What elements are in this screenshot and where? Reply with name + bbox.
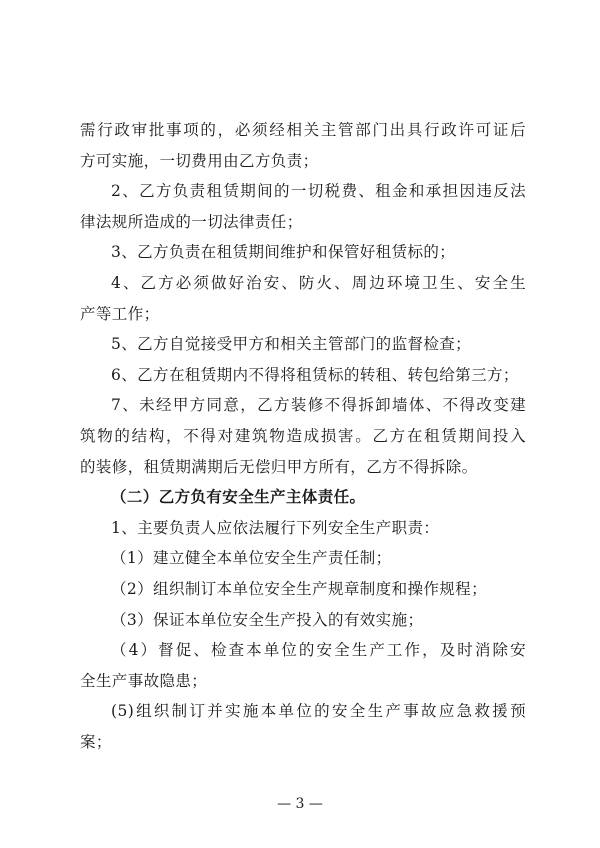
text-line: 的装修，租赁期满期后无偿归甲方所有，乙方不得拆除。 bbox=[80, 457, 478, 476]
text-line: （3）保证本单位安全生产投入的有效实施； bbox=[111, 610, 424, 629]
text-line: 7、未经甲方同意，乙方装修不得拆卸墙体、不得改变建 bbox=[111, 396, 526, 415]
text-line: 筑物的结构，不得对建筑物造成损害。乙方在租赁期间投入 bbox=[80, 426, 526, 445]
text-line: 案； bbox=[80, 732, 112, 751]
document-body bbox=[80, 115, 526, 757]
text-line: 1、主要负责人应依法履行下列安全生产职责： bbox=[111, 518, 440, 537]
text-line: 需行政审批事项的，必须经相关主管部门出具行政许可证后 bbox=[80, 121, 526, 139]
text-line: 6、乙方在租赁期内不得将租赁标的转租、转包给第三方； bbox=[111, 365, 519, 384]
text-line: 3、乙方负责在租赁期间维护和保管好租赁标的； bbox=[111, 243, 456, 262]
text-line: 4、乙方必须做好治安、防火、周边环境卫生、安全生 bbox=[111, 273, 526, 292]
text-line: 律法规所造成的一切法律责任； bbox=[80, 212, 303, 231]
text-line: 方可实施，一切费用由乙方负责； bbox=[80, 151, 319, 170]
text-line: （1）建立健全本单位安全生产责任制； bbox=[111, 549, 392, 568]
text-line: （2）组织制订本单位安全生产规章制度和操作规程； bbox=[111, 579, 487, 598]
text-line: (5)组织制订并实施本单位的安全生产事故应急救援预 bbox=[111, 702, 526, 721]
text-line: 2、乙方负责租赁期间的一切税费、租金和承担因违反法 bbox=[111, 182, 526, 201]
section-heading: （二）乙方负有安全生产主体责任。 bbox=[111, 487, 366, 507]
text-line: 5、乙方自觉接受甲方和相关主管部门的监督检查； bbox=[111, 335, 472, 354]
page-number: — 3 — bbox=[277, 796, 323, 812]
text-line: （4）督促、检查本单位的安全生产工作，及时消除安 bbox=[111, 641, 526, 660]
text-line: 产等工作； bbox=[80, 304, 160, 323]
text-line: 全生产事故隐患； bbox=[80, 671, 208, 690]
